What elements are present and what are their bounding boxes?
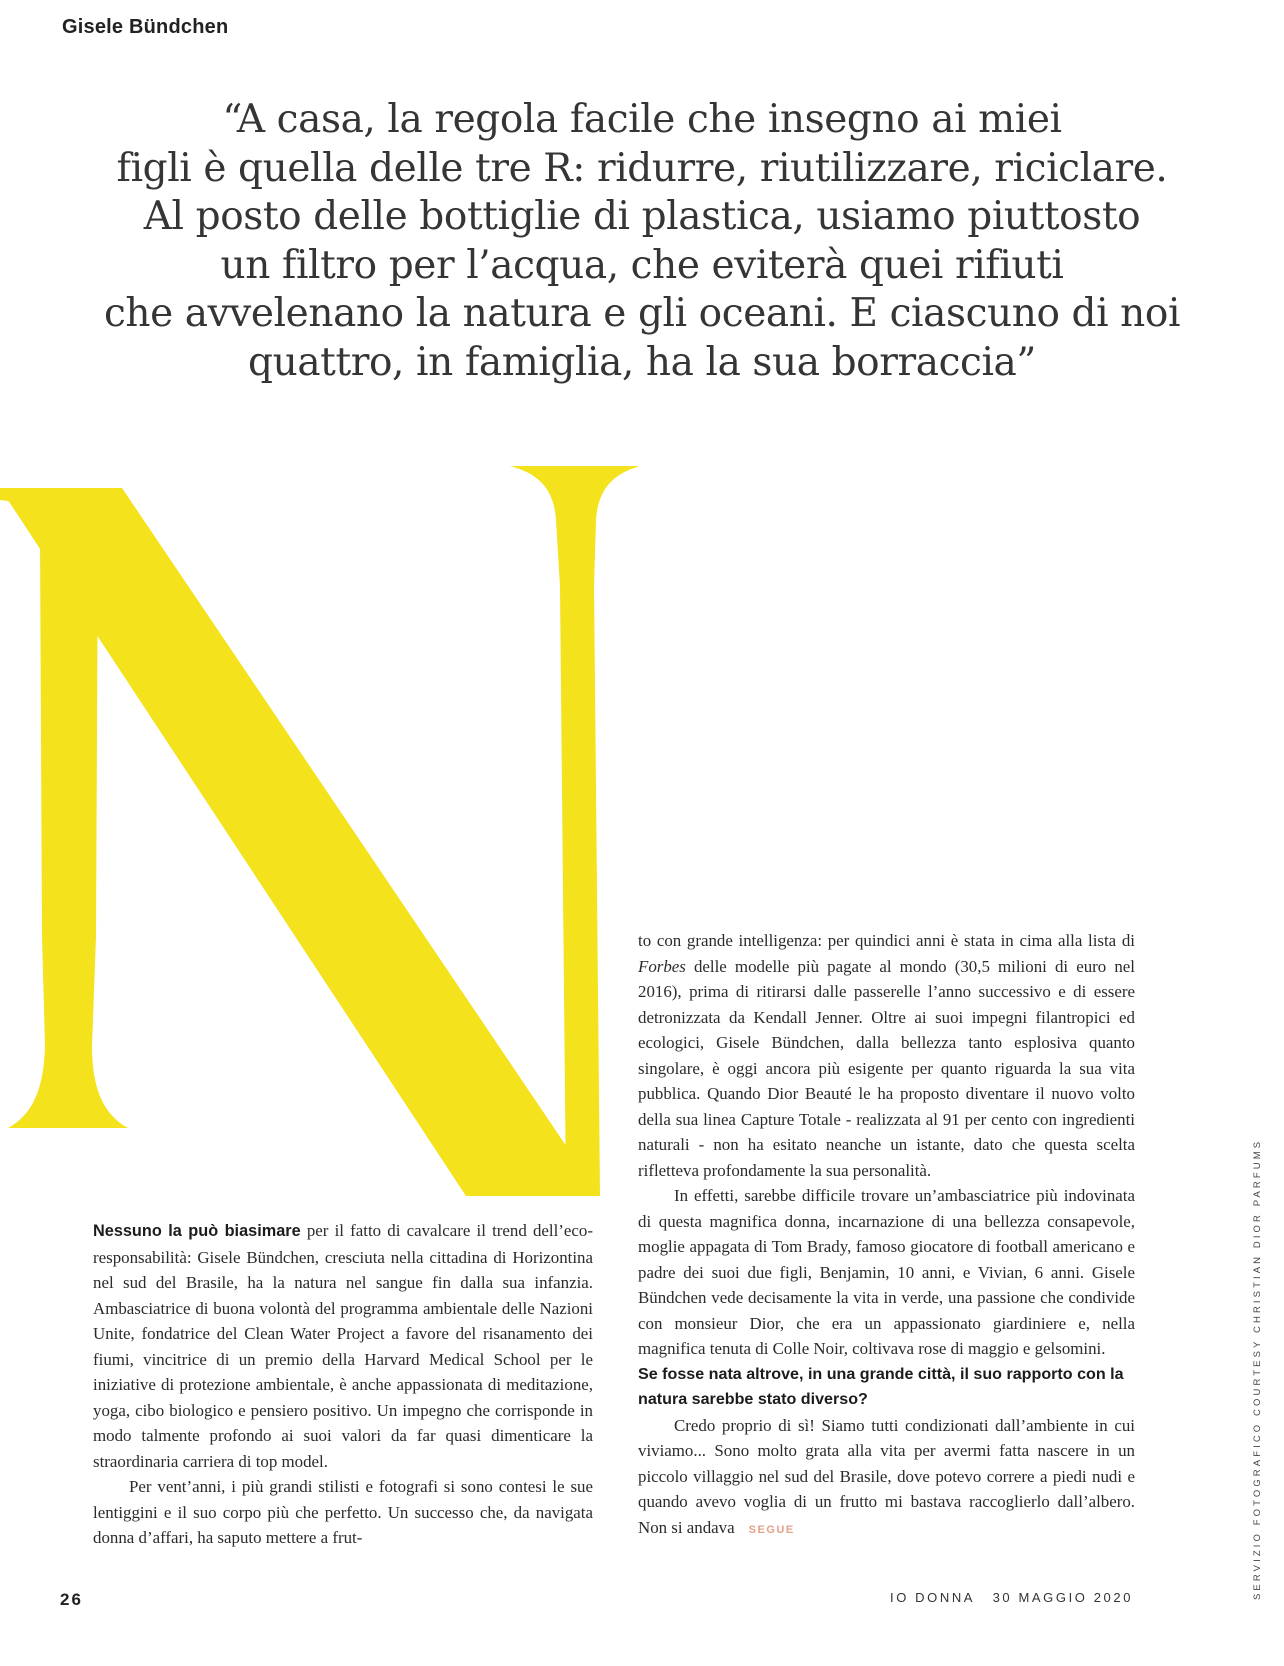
pull-quote-line: quattro, in famiglia, ha la sua borraccia” <box>248 339 1036 385</box>
article-paragraph <box>93 1218 593 1474</box>
paragraph-text: per il fatto di cavalcare il trend dell’eco-responsabilità: Gisele Bündchen, cresciuta nella cittadina di Horizontina nel sud del Brasile, ha la natura nel sangue fin dalla sua infanzia. Ambasciatrice di buona volontà del programma ambientale delle Nazioni Unite, fondatrice del Clean Water Project a favore del risanamento dei fiumi, vincitrice di un premio della Harvard Medical School per le iniziative di protezione ambientale, è anche appassionata di meditazione, yoga, cibo biologico e pensiero positivo. Un impegno che corrisponde in modo talmente profondo ai suoi valori da far quasi dimenticare la straordinaria carriera di top model. <box>93 1221 593 1471</box>
article-column-left <box>93 1218 593 1551</box>
drop-cap-right-stem <box>510 466 640 1196</box>
publication-name: Forbes <box>638 956 686 976</box>
drop-cap-letter-n <box>0 466 640 1196</box>
paragraph-text: Credo proprio di sì! Siamo tutti condizionati dall’ambiente in cui viviamo... Sono molto grata alla vita per avermi fatta nascere in un piccolo villaggio nel sud del Brasile, dove potevo correre a piedi nudi e quando avevo voglia di un frutto mi bastava raccoglierlo dall’albero. Non si andava <box>638 1415 1135 1537</box>
magazine-name: IO DONNA <box>890 1590 975 1605</box>
lead-in: Nessuno la può biasimare <box>93 1222 301 1240</box>
continue-marker: SEGUE <box>748 1523 795 1536</box>
article-paragraph <box>638 1413 1135 1544</box>
interview-question: Se fosse nata altrove, in una grande città, il suo rapporto con la natura sarebbe stato diverso? <box>638 1364 1124 1408</box>
pull-quote-line: che avvelenano la natura e gli oceani. E ciascuno di noi <box>103 291 1181 336</box>
section-header-name: Gisele Bündchen <box>62 16 229 38</box>
article-column-right <box>638 928 1135 1543</box>
photo-credit: SERVIZIO FOTOGRAFICO COURTESY CHRISTIAN DIOR PARFUMS <box>1252 1138 1263 1600</box>
pull-quote-line: “A casa, la regola facile che insegno ai miei <box>222 97 1062 142</box>
paragraph-text: delle modelle più pagate al mondo (30,5 milioni di euro nel 2016), prima di ritirarsi dalle passerelle l’anno successivo e di essere detronizzata da Kendall Jenner. Oltre ai suoi impegni filantropici ed ecologici, Gisele Bündchen, dalla bellezza tanto esplosiva quanto singolare, è oggi ancora più esigente per quanto riguarda la sua vita pubblica. Quando Dior Beauté le ha proposto diventare il nuovo volto della sua linea Capture Totale - realizzata al 91 per cento con ingredienti naturali - non ha esitato neanche un istante, dato che questa scelta rifletteva profondamente la sua personalità. <box>638 956 1135 1180</box>
pull-quote <box>70 96 1214 387</box>
issue-date: 30 MAGGIO 2020 <box>992 1590 1134 1605</box>
pull-quote-line: Al posto delle bottiglie di plastica, usiamo piuttosto <box>143 194 1141 239</box>
article-paragraph: Per vent’anni, i più grandi stilisti e fotografi si sono contesi le sue lentiggini e il suo corpo più che perfetto. Un successo che, da navigata donna d’affari, ha saputo mettere a frut- <box>93 1477 593 1547</box>
paragraph-text: to con grande intelligenza: per quindici anni è stata in cima alla lista di <box>638 931 1135 950</box>
pull-quote-line: un filtro per l’acqua, che eviterà quei rifiuti <box>220 242 1064 288</box>
article-paragraph: In effetti, sarebbe difficile trovare un’ambasciatrice più indovinata di questa magnifica donna, incarnazione di una bellezza consapevole, moglie appagata di Tom Brady, famoso giocatore di football americano e padre dei suoi due figli, Benjamin, 10 anni, e Vivian, 6 anni. Gisele Bündchen vede decisamente la vita in verde, una passione che condivide con monsieur Dior, che era un appassionato giardiniere e, nella magnifica tenuta di Colle Noir, coltivava rose di maggio e gelsomini. <box>638 1186 1135 1358</box>
page-number: 26 <box>60 1590 83 1609</box>
footer-folio <box>890 1590 1133 1605</box>
article-paragraph <box>638 928 1135 1183</box>
pull-quote-line: figli è quella delle tre R: ridurre, riutilizzare, riciclare. <box>116 145 1168 191</box>
